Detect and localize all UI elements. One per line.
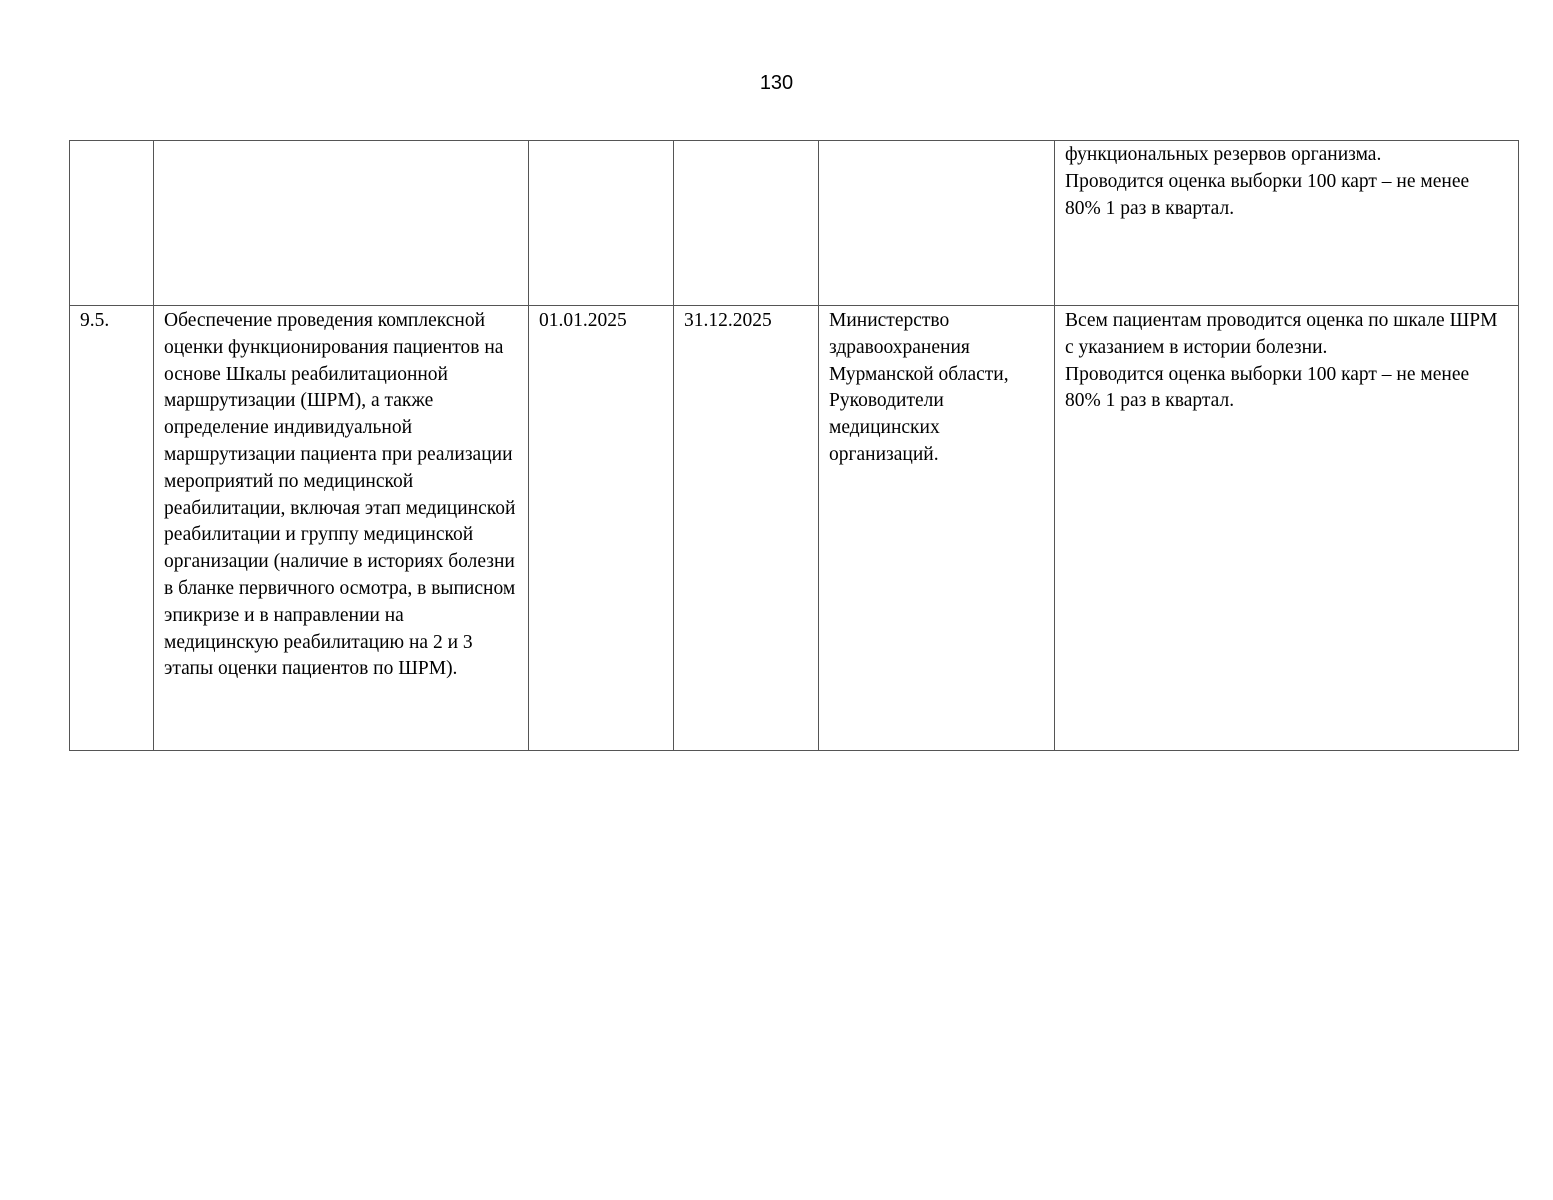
page-number: 130 (759, 72, 794, 94)
measures-table (69, 140, 1519, 751)
table-row (70, 141, 1519, 306)
cell-end-date: 31.12.2025 (674, 306, 819, 751)
cell-responsible (819, 141, 1055, 306)
cell-result: Всем пациентам проводится оценка по шкале ШРМ с указанием в истории болезни. Проводится оценка выборки 100 карт – не менее 80% 1 раз в квартал. (1055, 306, 1519, 751)
cell-start-date: 01.01.2025 (529, 306, 674, 751)
cell-number (70, 141, 154, 306)
cell-end-date (674, 141, 819, 306)
cell-result: функциональных резервов организма. Проводится оценка выборки 100 карт – не менее 80% 1 раз в квартал. (1055, 141, 1519, 306)
cell-start-date (529, 141, 674, 306)
cell-task: Обеспечение проведения комплексной оценки функционирования пациентов на основе Шкалы реабилитационной маршрутизации (ШРМ), а также определение индивидуальной маршрутизации пациента при реализации мероприятий по медицинской реабилитации, включая этап медицинской реабилитации и группу медицинской организации (наличие в историях болезни в бланке первичного осмотра, в выписном эпикризе и в направлении на медицинскую реабилитацию на 2 и 3 этапы оценки пациентов по ШРМ). (154, 306, 529, 751)
cell-responsible: Министерство здравоохранения Мурманской области, Руководители медицинских организаций. (819, 306, 1055, 751)
cell-number: 9.5. (70, 306, 154, 751)
table-row (70, 306, 1519, 751)
cell-task (154, 141, 529, 306)
